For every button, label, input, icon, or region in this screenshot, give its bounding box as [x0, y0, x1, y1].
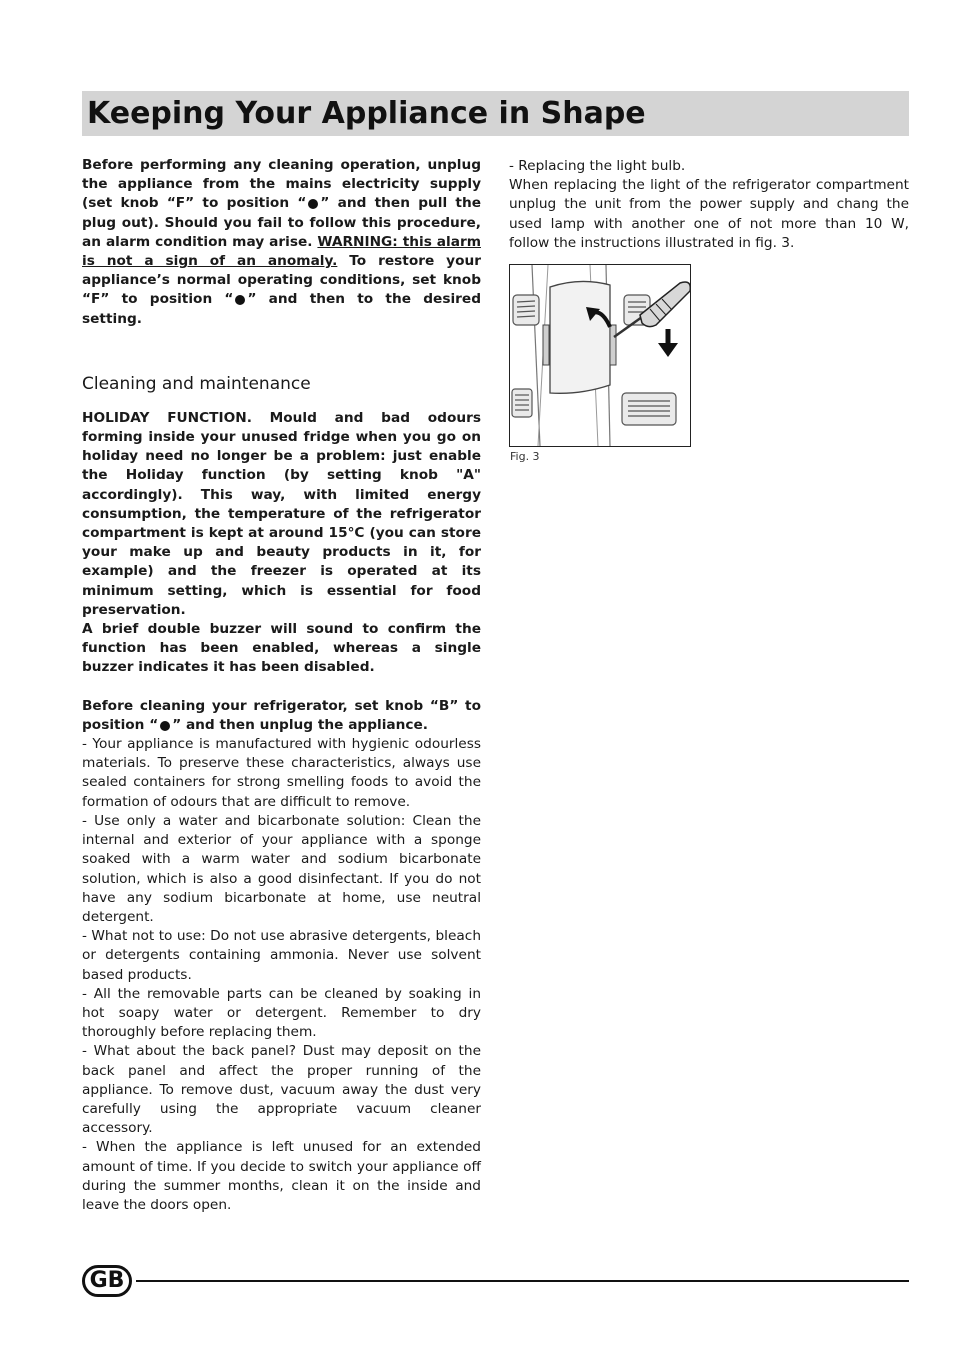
position-dot-icon: [235, 295, 245, 305]
language-badge: GB: [82, 1265, 132, 1297]
list-item: - When the appliance is left unused for an extended amount of time. If you decide to switch your appliance off during the summer months, clean it on the inside and leave the doors open.: [82, 1139, 481, 1213]
before-cleaning-paragraph: Before cleaning your refrigerator, set knob “B” to position “ ” and then unplug the appliance.: [82, 697, 481, 733]
position-dot-icon: [160, 721, 170, 731]
warning-text: WARNING: this alarm is not a sign of an anomaly.: [82, 233, 481, 270]
bulb-text: When replacing the light of the refrigerator compartment unplug the unit from the power supply and chang the used lamp with another one of not more than 10 W, follow the instructions illustrated in fig. 3.: [509, 177, 909, 251]
list-item: - What not to use: Do not use abrasive detergents, bleach or detergents containing ammonia. Never use solvent based products.: [82, 928, 481, 983]
list-item: - Use only a water and bicarbonate solution: Clean the internal and exterior of your appliance with a sponge soaked with a warm water and sodium bicarbonate solution, which is also a good disinfectant. If you do not have any sodium bicarbonate at home, use neutral detergent.: [82, 812, 481, 925]
bulb-replacement-drawing: [510, 265, 690, 446]
list-item: - What about the back panel? Dust may deposit on the back panel and affect the proper running of the appliance. To remove dust, vacuum away the dust very carefully using the appropriate vacuum cleaner accessory.: [82, 1043, 481, 1137]
section-heading: Cleaning and maintenance: [82, 373, 311, 394]
buzzer-paragraph: A brief double buzzer will sound to confirm the function has been enabled, whereas a single buzzer indicates it has been disabled.: [82, 621, 481, 676]
page-title: Keeping Your Appliance in Shape: [87, 96, 646, 131]
figure-caption: Fig. 3: [510, 450, 540, 463]
footer-rule: [136, 1280, 909, 1282]
left-column: [82, 156, 481, 1215]
holiday-paragraph: HOLIDAY FUNCTION. Mould and bad odours forming inside your unused fridge when you go on holiday need no longer be a problem: just enable the Holiday function (by setting knob "A" accordingly). This way, with limited energy consumption, the temperature of the refrigerator compartment is kept at around 15°C (you can store your make up and beauty products in it, for example) and the freezer is operated at its minimum setting, which is essential for food preservation.: [82, 409, 481, 618]
intro-paragraph: Before performing any cleaning operation, unplug the appliance from the mains electricity supply (set knob “F” to position “ ” and then pull the plug out). Should you fail to follow this procedure, an alarm condition may arise. WARNING: this alarm is not a sign of an anomaly. To restore your appliance’s normal operating conditions, set knob “F” to position “ ” and then to the desired setting.: [82, 157, 481, 327]
title-bar: [82, 91, 909, 136]
right-column: [509, 157, 909, 253]
list-item: - All the removable parts can be cleaned by soaking in hot soapy water or detergent. Remember to dry thoroughly before replacing them.: [82, 985, 481, 1041]
list-item: - Your appliance is manufactured with hygienic odourless materials. To preserve these characteristics, always use sealed containers for strong smelling foods to avoid the formation of odours that are difficult to remove.: [82, 736, 481, 810]
position-dot-icon: [308, 199, 318, 209]
bulb-heading: - Replacing the light bulb.: [509, 158, 686, 174]
figure-3-illustration: [509, 264, 691, 447]
